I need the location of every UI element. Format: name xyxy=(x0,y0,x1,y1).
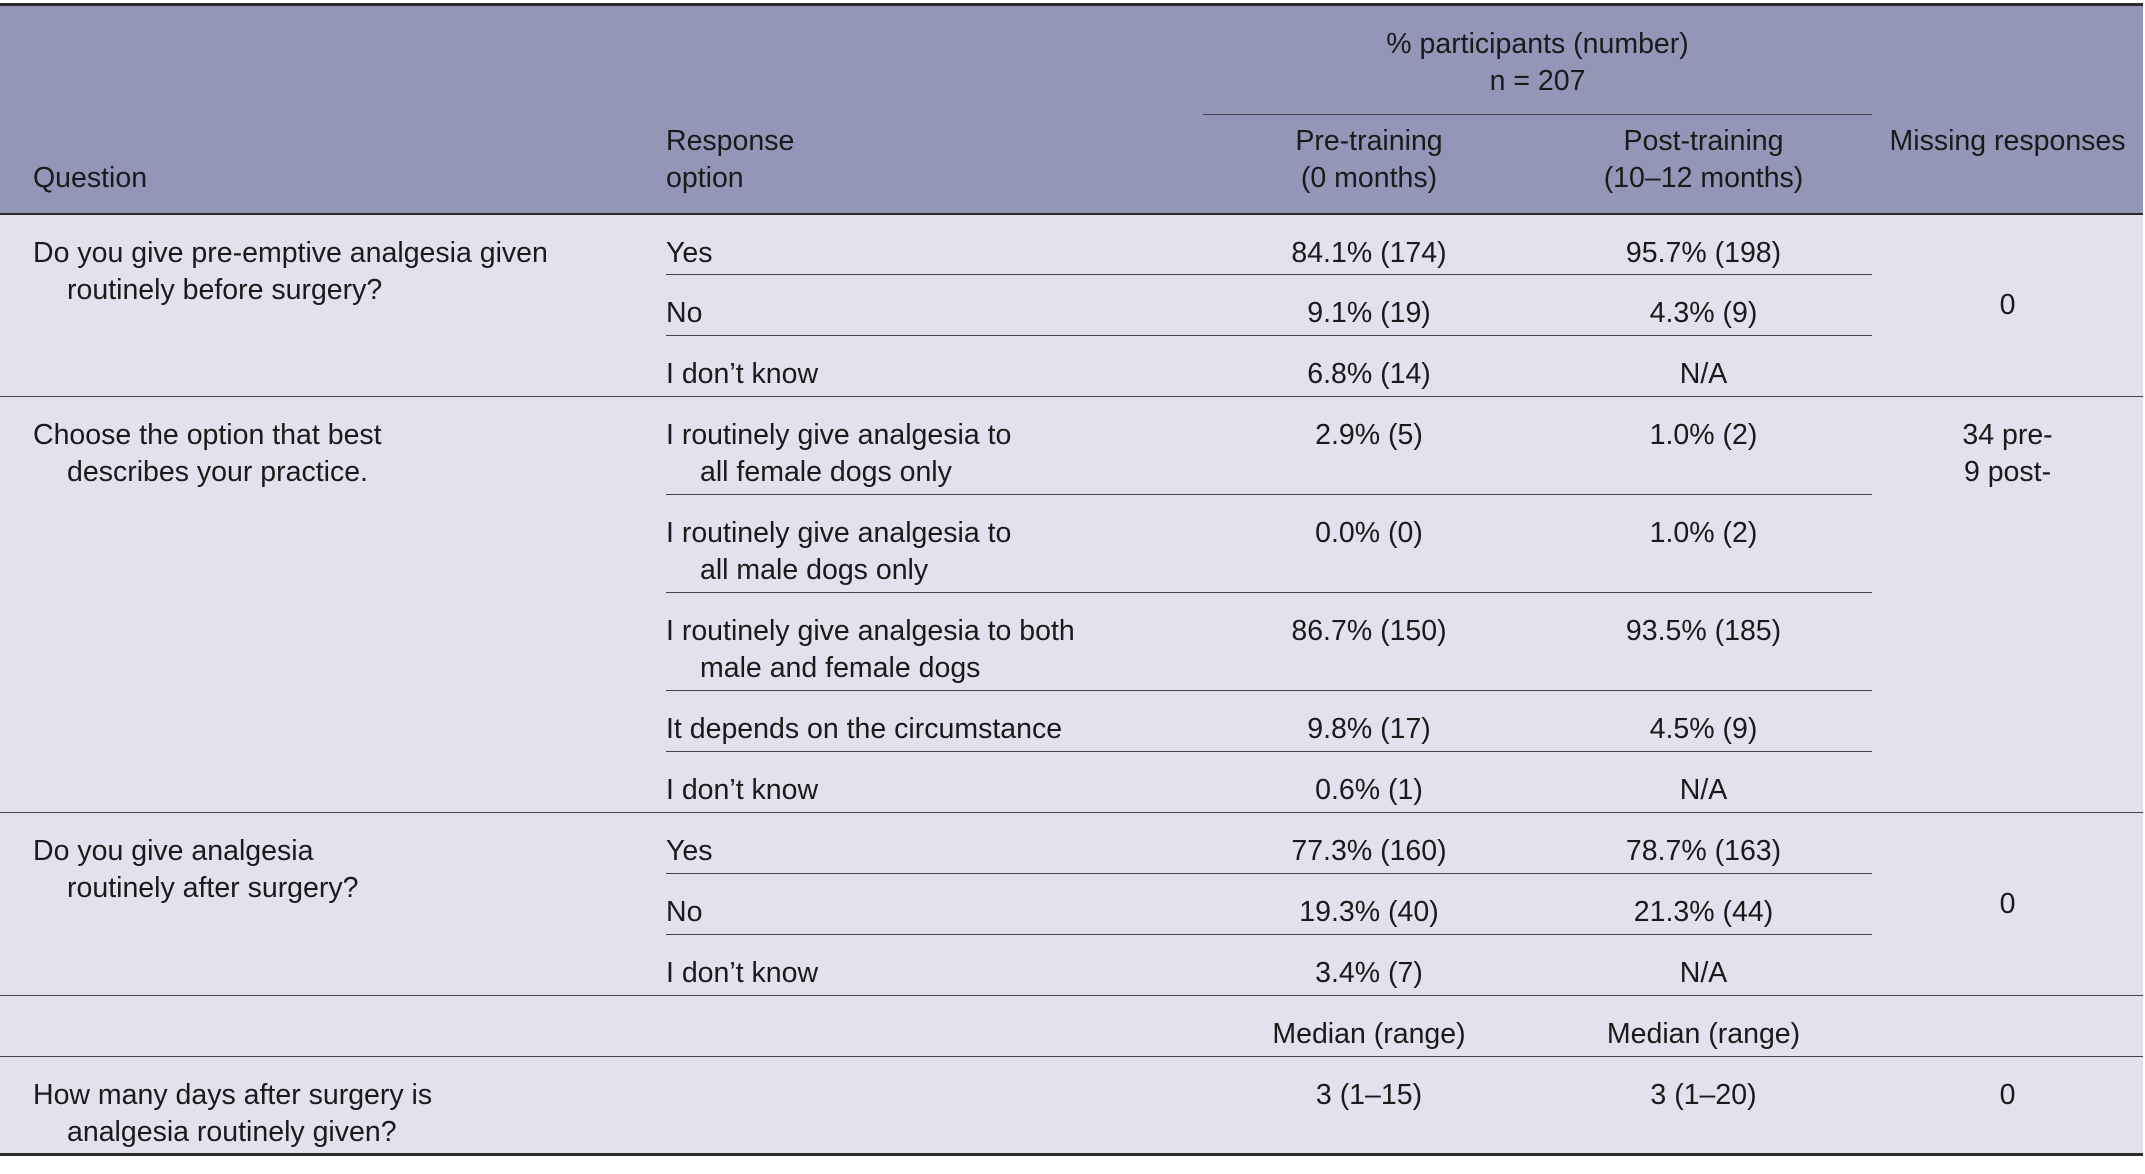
post-value: 95.7% (198) xyxy=(1535,214,1872,275)
median-pre-header: Median (range) xyxy=(1272,1018,1466,1050)
response-option: I don’t know xyxy=(666,774,819,806)
pre-value: 3.4% (7) xyxy=(1315,957,1423,989)
pre-value: 0.6% (1) xyxy=(1315,774,1423,806)
pre-value: 9.1% (19) xyxy=(1203,275,1535,336)
pre-value: 6.8% (14) xyxy=(1307,358,1431,390)
question-cell: How many days after surgery is analgesia routinely given? xyxy=(33,1079,433,1148)
table-header xyxy=(0,5,2143,214)
results-table xyxy=(0,3,2143,1156)
missing-value: 0 xyxy=(1999,288,2016,321)
table-body xyxy=(0,214,2143,1155)
response-option: I don’t know xyxy=(666,957,819,989)
question-cell: Do you give pre-emptive analgesia given routinely before surgery? xyxy=(33,236,548,306)
pre-value: 86.7% (150) xyxy=(1203,593,1535,691)
post-training-header: Post-training (10–12 months) xyxy=(1603,124,1804,194)
question-cell: Do you give analgesia routinely after surgery? xyxy=(33,835,359,904)
empty-cell xyxy=(666,1057,1203,1155)
missing-value: 0 xyxy=(1999,887,2016,920)
pre-value: 9.8% (17) xyxy=(1203,691,1535,752)
post-value: N/A xyxy=(1679,957,1728,989)
post-value: 21.3% (44) xyxy=(1535,874,1872,935)
table-row xyxy=(0,214,2143,275)
pre-value: 0.0% (0) xyxy=(1203,495,1535,593)
empty-cell xyxy=(0,996,666,1057)
post-value: 4.3% (9) xyxy=(1535,275,1872,336)
participants-header: % participants (number) n = 207 xyxy=(1203,5,1872,115)
response-column-header: Response option xyxy=(666,124,795,194)
table-row xyxy=(0,1057,2143,1155)
response-option: Yes xyxy=(666,813,1203,874)
response-option: No xyxy=(666,275,1203,336)
response-option: I routinely give analgesia to both male and female dogs xyxy=(666,593,1203,691)
empty-cell xyxy=(666,996,1203,1057)
pre-training-header: Pre-training (0 months) xyxy=(1295,124,1443,194)
missing-column-header: Missing responses xyxy=(1889,124,2126,157)
table-row xyxy=(0,397,2143,495)
response-option: I routinely give analgesia to all female dogs only xyxy=(666,397,1203,495)
empty-cell xyxy=(1872,996,2143,1057)
pre-value: 3 (1–15) xyxy=(1315,1079,1423,1111)
post-value: 1.0% (2) xyxy=(1535,397,1872,495)
median-post-header: Median (range) xyxy=(1606,1018,1801,1050)
question-column-header: Question xyxy=(33,161,148,194)
pre-value: 19.3% (40) xyxy=(1203,874,1535,935)
missing-value: 34 pre- 9 post- xyxy=(1962,419,2053,488)
post-value: N/A xyxy=(1679,358,1728,390)
question-cell: Choose the option that best describes your practice. xyxy=(33,419,382,488)
response-option: I routinely give analgesia to all male dogs only xyxy=(666,495,1203,593)
pre-value: 77.3% (160) xyxy=(1203,813,1535,874)
post-value: 3 (1–20) xyxy=(1650,1079,1757,1111)
missing-value: 0 xyxy=(1999,1079,2016,1111)
response-option: It depends on the circumstance xyxy=(666,691,1203,752)
response-option: No xyxy=(666,874,1203,935)
pre-value: 84.1% (174) xyxy=(1203,214,1535,275)
median-header-row xyxy=(0,996,2143,1057)
pre-value: 2.9% (5) xyxy=(1203,397,1535,495)
post-value: N/A xyxy=(1679,774,1728,806)
post-value: 4.5% (9) xyxy=(1535,691,1872,752)
post-value: 93.5% (185) xyxy=(1535,593,1872,691)
post-value: 78.7% (163) xyxy=(1535,813,1872,874)
response-option: I don’t know xyxy=(666,358,819,390)
table-row xyxy=(0,813,2143,874)
response-option: Yes xyxy=(666,214,1203,275)
post-value: 1.0% (2) xyxy=(1535,495,1872,593)
